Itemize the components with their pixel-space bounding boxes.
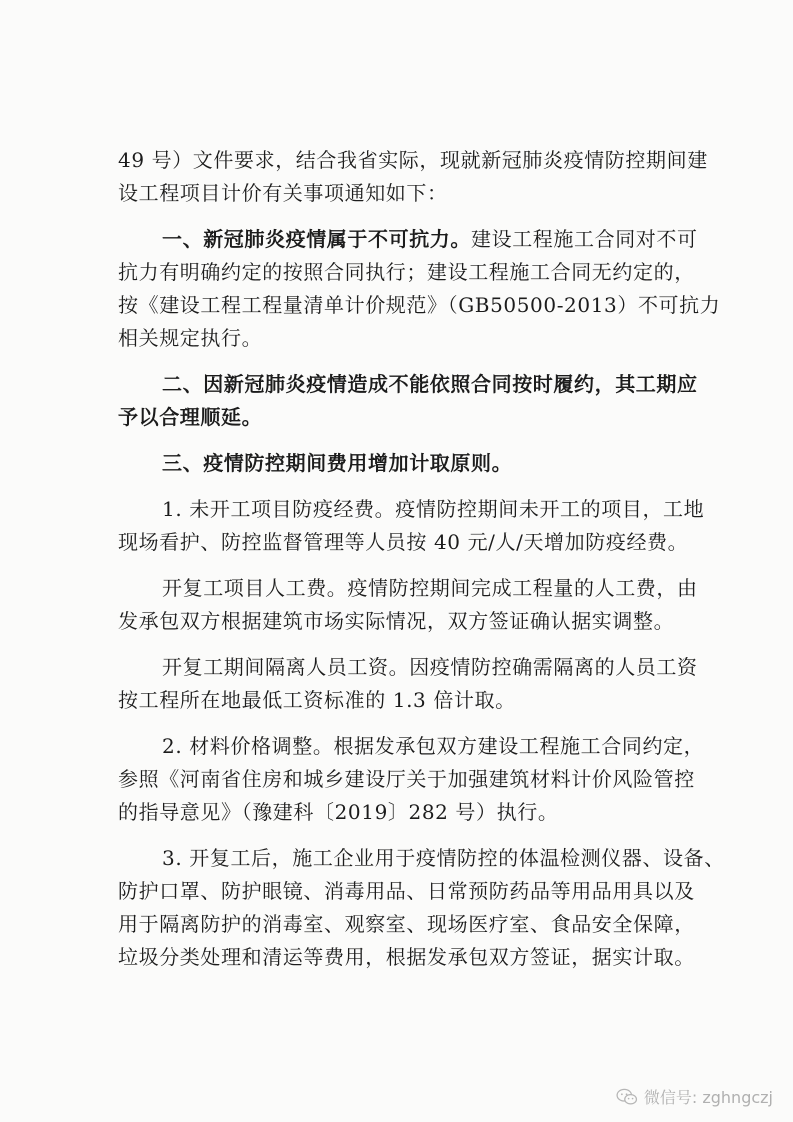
section-heading-1: 一、新冠肺炎疫情属于不可抗力。 [162, 227, 471, 251]
paragraph-epidemic-costs [118, 842, 725, 974]
text-line [118, 223, 698, 256]
wechat-watermark [616, 1085, 773, 1108]
text-line: 3. 开复工后，施工企业用于疫情防控的体温检测仪器、设备、 [162, 846, 725, 870]
text-line: 的指导意见》（豫建科〔2019〕282 号）执行。 [118, 800, 559, 824]
text-line: 开复工期间隔离人员工资。因疫情防控确需隔离的人员工资 [162, 655, 698, 679]
paragraph-isolation-wages [118, 651, 698, 717]
text-line: 按工程所在地最低工资标准的 1.3 倍计取。 [118, 688, 516, 712]
watermark-text: 微信号: zghngczj [643, 1088, 773, 1107]
section-heading-2: 二、因新冠肺炎疫情造成不能依照合同按时履约，其工期应 [162, 372, 698, 396]
text-line: 予以合理顺延。 [118, 405, 263, 429]
section-heading-3: 三、疫情防控期间费用增加计取原则。 [162, 451, 513, 475]
paragraph-unstarted-projects [118, 493, 705, 559]
text-line: 参照《河南省住房和城乡建设厅关于加强建筑材料计价风险管控 [118, 767, 695, 791]
paragraph-force-majeure [118, 223, 721, 355]
paragraph-labor-cost [118, 572, 698, 638]
text-line: 抗力有明确约定的按照合同执行；建设工程施工合同无约定的， [118, 260, 695, 284]
text-span: 建设工程施工合同对不可 [471, 227, 698, 251]
text-line: 现场看护、防控监督管理等人员按 40 元/人/天增加防疫经费。 [118, 530, 689, 554]
paragraph-cost-principles [118, 447, 698, 480]
text-line: 1. 未开工项目防疫经费。疫情防控期间未开工的项目，工地 [162, 497, 705, 521]
paragraph-schedule-extension [118, 368, 698, 434]
text-line: 49 号）文件要求，结合我省实际，现就新冠肺炎疫情防控期间建 [118, 148, 708, 172]
text-line: 设工程项目计价有关事项通知如下： [118, 181, 448, 205]
text-line: 用于隔离防护的消毒室、观察室、现场医疗室、食品安全保障， [118, 912, 695, 936]
text-line: 防护口罩、防护眼镜、消毒用品、日常预防药品等用品用具以及 [118, 879, 695, 903]
paragraph-intro [118, 144, 708, 210]
text-line: 发承包双方根据建筑市场实际情况，双方签证确认据实调整。 [118, 609, 675, 633]
text-line: 垃圾分类处理和清运等费用，根据发承包双方签证，据实计取。 [118, 945, 695, 969]
text-line: 2. 材料价格调整。根据发承包双方建设工程施工合同约定， [162, 734, 705, 758]
text-line: 相关规定执行。 [118, 326, 263, 350]
text-line: 开复工项目人工费。疫情防控期间完成工程量的人工费，由 [162, 576, 698, 600]
wechat-icon [616, 1088, 638, 1106]
text-line: 按《建设工程工程量清单计价规范》（GB50500-2013）不可抗力 [118, 293, 721, 317]
paragraph-material-price [118, 730, 705, 829]
document-body [118, 144, 725, 974]
